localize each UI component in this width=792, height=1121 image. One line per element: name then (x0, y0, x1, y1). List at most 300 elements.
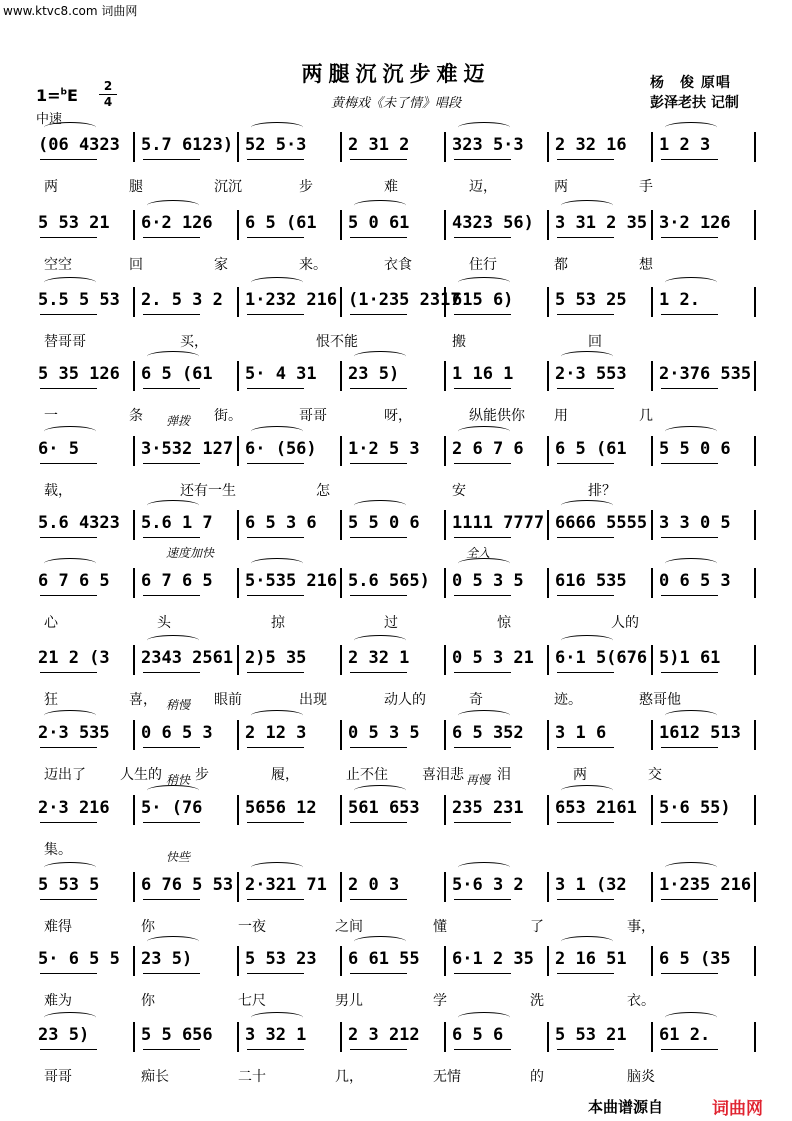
lyric-word: 七尺 (238, 993, 266, 1009)
lyric-word: 替哥哥 (44, 334, 86, 350)
notation-line (36, 795, 760, 821)
lyric-word: 怎 (316, 483, 330, 499)
measure-notes: 23 5) (38, 1025, 90, 1045)
slur-arc (147, 635, 199, 646)
beam-line (454, 159, 511, 160)
slur-arc (458, 710, 510, 721)
beam-line (143, 537, 200, 538)
beam-line (454, 388, 511, 389)
slur-arc (147, 351, 199, 362)
measure-notes: 1612 513 (659, 723, 741, 743)
performance-mark: 弹拨 (166, 414, 191, 428)
beam-line (454, 1049, 511, 1050)
measure-notes: 2·321 71 (245, 875, 327, 895)
notation-line (36, 210, 760, 236)
measure-notes: 5 53 21 (38, 213, 110, 233)
beam-line (350, 159, 407, 160)
lyric-word: 一夜 (238, 919, 266, 935)
measure-notes: 5.7 6123) (141, 135, 234, 155)
lyric-word: 条 (129, 408, 143, 424)
slur-arc (561, 635, 613, 646)
slur-arc (458, 122, 510, 133)
measure-notes: 5· 4 31 (245, 364, 317, 384)
lyric-word: 你 (141, 919, 155, 935)
lyric-word: 难为 (44, 993, 72, 1009)
lyric-word: 眼前 (214, 692, 242, 708)
measure-notes: 323 5·3 (452, 135, 524, 155)
slur-arc (44, 122, 96, 133)
lyric-word: 呀， (384, 408, 412, 424)
measure-notes: 5 53 5 (38, 875, 100, 895)
measure-notes: 5.6 565) (348, 571, 430, 591)
lyric-word: 一 (44, 408, 58, 424)
notation-line (36, 287, 760, 313)
slur-arc (458, 426, 510, 437)
slur-arc (147, 936, 199, 947)
lyric-word: 泪 (497, 767, 511, 783)
meter-top: 2 (103, 79, 113, 93)
beam-line (247, 237, 304, 238)
measure-notes: 6· (56) (245, 439, 317, 459)
measure-notes: 23 5) (348, 364, 400, 384)
measure-notes: 6 5 3 6 (245, 513, 317, 533)
lyric-word: 憨哥他 (639, 692, 681, 708)
beam-line (661, 822, 718, 823)
slur-arc (251, 862, 303, 873)
beam-line (247, 672, 304, 673)
slur-arc (665, 122, 717, 133)
beam-line (661, 973, 718, 974)
measure-notes: 2 0 3 (348, 875, 400, 895)
measure-notes: 3 1 (32 (555, 875, 627, 895)
lyric-word: 过 (384, 615, 398, 631)
beam-line (247, 388, 304, 389)
beam-line (557, 822, 614, 823)
lyric-word: 载， (44, 483, 72, 499)
measure-notes: 0 5 3 21 (452, 648, 534, 668)
beam-line (661, 537, 718, 538)
measure-notes: 615 6) (452, 290, 514, 310)
measure-notes: 2 16 51 (555, 949, 627, 969)
measure-notes: 6 5 (35 (659, 949, 731, 969)
slur-arc (354, 200, 406, 211)
lyric-word: 家 (214, 257, 228, 273)
beam-line (454, 537, 511, 538)
lyric-word: 你 (141, 993, 155, 1009)
tempo-marking: 中速 (36, 112, 63, 127)
beam-line (661, 595, 718, 596)
lyric-word: 排？ (588, 483, 616, 499)
measure-notes: 2 3 212 (348, 1025, 420, 1045)
measure-notes: 5· (76 (141, 798, 203, 818)
beam-line (350, 973, 407, 974)
lyric-word: 交 (648, 767, 662, 783)
beam-line (661, 463, 718, 464)
lyric-word: 都 (554, 257, 568, 273)
song-subtitle: 黄梅戏《未了情》唱段 (330, 96, 461, 111)
beam-line (143, 237, 200, 238)
beam-line (40, 672, 97, 673)
beam-line (454, 899, 511, 900)
measure-notes: 4323 56) (452, 213, 534, 233)
slur-arc (44, 426, 96, 437)
lyric-line (36, 689, 760, 707)
slur-arc (354, 500, 406, 511)
slur-arc (354, 351, 406, 362)
lyric-word: 动人的 (384, 692, 426, 708)
footer-source: 本曲谱源自 (588, 1098, 664, 1116)
slur-arc (251, 710, 303, 721)
slur-arc (251, 277, 303, 288)
beam-line (557, 899, 614, 900)
beam-line (454, 237, 511, 238)
lyric-word: 两 (554, 179, 568, 195)
measure-notes: 23 5) (141, 949, 193, 969)
beam-line (454, 973, 511, 974)
beam-line (350, 822, 407, 823)
measure-notes: 6 5 (61 (245, 213, 317, 233)
beam-line (40, 1049, 97, 1050)
measure-notes: 6 7 6 5 (38, 571, 110, 591)
measure-notes: 235 231 (452, 798, 524, 818)
lyric-word: 两 (44, 179, 58, 195)
beam-line (247, 537, 304, 538)
notation-line (36, 361, 760, 387)
measure-notes: 6·1 2 35 (452, 949, 534, 969)
beam-line (143, 595, 200, 596)
beam-line (454, 463, 511, 464)
lyric-word: 两 (573, 767, 587, 783)
beam-line (143, 747, 200, 748)
measure-notes: 6·1 5(676 (555, 648, 648, 668)
slur-arc (251, 1012, 303, 1023)
measure-notes: 5.5 5 53 (38, 290, 120, 310)
measure-notes: 5 53 21 (555, 1025, 627, 1045)
lyric-word: 衣。 (627, 993, 655, 1009)
lyric-word: 哥哥 (44, 1069, 72, 1085)
beam-line (247, 595, 304, 596)
beam-line (661, 388, 718, 389)
lyric-word: 回 (129, 257, 143, 273)
lyric-word: 男儿 (335, 993, 363, 1009)
lyric-word: 安 (452, 483, 466, 499)
notation-line (36, 132, 760, 158)
beam-line (557, 237, 614, 238)
lyric-line (36, 1066, 760, 1084)
lyric-word: 无情 (433, 1069, 461, 1085)
slur-arc (44, 862, 96, 873)
lyric-word: 集。 (44, 842, 72, 858)
footer-brand-logo[interactable]: 词曲网 (712, 1099, 763, 1119)
measure-notes: 1·235 216 (659, 875, 752, 895)
measure-notes: 5656 12 (245, 798, 317, 818)
measure-notes: 0 6 5 3 (141, 723, 213, 743)
beam-line (40, 159, 97, 160)
measure-notes: 5 53 25 (555, 290, 627, 310)
slur-arc (561, 785, 613, 796)
lyric-line (36, 839, 760, 857)
measure-notes: 2)5 35 (245, 648, 307, 668)
measure-notes: 2·3 553 (555, 364, 627, 384)
lyric-word: 惊 (497, 615, 511, 631)
lyric-word: 难 (384, 179, 398, 195)
slur-arc (665, 426, 717, 437)
measure-notes: 5·535 216 (245, 571, 338, 591)
beam-line (557, 537, 614, 538)
measure-notes: (1·235 2317 (348, 290, 461, 310)
slur-arc (44, 558, 96, 569)
beam-line (40, 463, 97, 464)
performance-mark: 快些 (166, 850, 191, 864)
lyric-word: 几， (335, 1069, 363, 1085)
notation-line (36, 720, 760, 746)
measure-notes: 5.6 4323 (38, 513, 120, 533)
measure-notes: 6 5 352 (452, 723, 524, 743)
lyric-line (36, 612, 760, 630)
slur-arc (44, 710, 96, 721)
lyric-word: 步 (299, 179, 313, 195)
beam-line (350, 595, 407, 596)
credit-transcriber: 彭泽老扶 记制 (650, 95, 739, 111)
beam-line (557, 314, 614, 315)
beam-line (557, 595, 614, 596)
beam-line (557, 747, 614, 748)
lyric-word: 恨不能 (316, 334, 358, 350)
measure-notes: 1 2. (659, 290, 700, 310)
key-prefix: 1= (36, 86, 61, 105)
measure-notes: 3 32 1 (245, 1025, 307, 1045)
measure-notes: 2 12 3 (245, 723, 307, 743)
beam-line (557, 463, 614, 464)
measure-notes: 3·2 126 (659, 213, 731, 233)
measure-notes: 6 61 55 (348, 949, 420, 969)
lyric-word: 出现 (299, 692, 327, 708)
lyric-word: 的 (530, 1069, 544, 1085)
lyric-word: 懂 (433, 919, 447, 935)
measure-notes: 3 31 2 35 (555, 213, 648, 233)
key-note: E (67, 86, 78, 105)
slur-arc (561, 936, 613, 947)
measure-notes: 6 7 6 5 (141, 571, 213, 591)
measure-notes: 2·3 535 (38, 723, 110, 743)
performance-mark: 再慢 (466, 773, 491, 787)
lyric-line (36, 254, 760, 272)
site-header[interactable]: www.ktvc8.com 词曲网 (3, 4, 138, 18)
measure-notes: 1 2 3 (659, 135, 711, 155)
measure-notes: 2·3 216 (38, 798, 110, 818)
slur-arc (251, 426, 303, 437)
beam-line (661, 314, 718, 315)
beam-line (40, 899, 97, 900)
measure-notes: 1·232 216 (245, 290, 338, 310)
slur-arc (458, 1012, 510, 1023)
beam-line (143, 159, 200, 160)
slur-arc (251, 122, 303, 133)
measure-notes: 52 5·3 (245, 135, 307, 155)
lyric-word: 还有一生 (180, 483, 236, 499)
measure-notes: 5 53 23 (245, 949, 317, 969)
slur-arc (665, 710, 717, 721)
lyric-word: 步 (195, 767, 209, 783)
lyric-word: 腿 (129, 179, 143, 195)
lyric-word: 迈， (469, 179, 497, 195)
time-signature (99, 80, 117, 109)
beam-line (143, 314, 200, 315)
slur-arc (354, 936, 406, 947)
lyric-line (36, 480, 760, 498)
beam-line (143, 672, 200, 673)
beam-line (661, 747, 718, 748)
measure-notes: 5 0 61 (348, 213, 410, 233)
measure-notes: 5 5 0 6 (659, 439, 731, 459)
slur-arc (665, 1012, 717, 1023)
measure-notes: 5 35 126 (38, 364, 120, 384)
lyric-line (36, 990, 760, 1008)
beam-line (40, 747, 97, 748)
slur-arc (354, 635, 406, 646)
slur-arc (458, 862, 510, 873)
slur-arc (665, 558, 717, 569)
lyric-word: 头 (157, 615, 171, 631)
measure-notes: 5)1 61 (659, 648, 721, 668)
measure-notes: 2 31 2 (348, 135, 410, 155)
slur-arc (561, 500, 613, 511)
lyric-word: 二十 (238, 1069, 266, 1085)
slur-arc (251, 558, 303, 569)
lyric-word: 搬 (452, 334, 466, 350)
slur-arc (665, 277, 717, 288)
beam-line (40, 237, 97, 238)
beam-line (247, 314, 304, 315)
measure-notes: 61 2. (659, 1025, 711, 1045)
beam-line (350, 1049, 407, 1050)
beam-line (40, 595, 97, 596)
performance-mark: 稍慢 (166, 698, 191, 712)
lyric-word: 想 (639, 257, 653, 273)
slur-arc (458, 277, 510, 288)
performance-mark: 速度加快 (166, 546, 215, 560)
slur-arc (44, 277, 96, 288)
beam-line (350, 314, 407, 315)
beam-line (143, 899, 200, 900)
measure-notes: 5 5 0 6 (348, 513, 420, 533)
beam-line (350, 237, 407, 238)
lyric-word: 之间 (335, 919, 363, 935)
slur-arc (44, 1012, 96, 1023)
lyric-word: 学 (433, 993, 447, 1009)
lyric-word: 人的 (611, 615, 639, 631)
beam-line (661, 672, 718, 673)
beam-line (557, 159, 614, 160)
beam-line (247, 973, 304, 974)
measure-notes: 3·532 127 (141, 439, 234, 459)
measure-notes: 616 535 (555, 571, 627, 591)
beam-line (350, 899, 407, 900)
measure-notes: 6666 5555 (555, 513, 648, 533)
lyric-word: 狂 (44, 692, 58, 708)
measure-notes: 1·2 5 3 (348, 439, 420, 459)
lyric-word: 空空 (44, 257, 72, 273)
measure-notes: 1 16 1 (452, 364, 514, 384)
notation-line (36, 872, 760, 898)
lyric-word: 衣食 (384, 257, 412, 273)
lyric-word: 喜泪悲 (422, 767, 464, 783)
measure-notes: 5·6 55) (659, 798, 731, 818)
slur-arc (354, 785, 406, 796)
lyric-word: 来。 (299, 257, 327, 273)
notation-line (36, 1022, 760, 1048)
beam-line (350, 747, 407, 748)
lyric-word: 几 (639, 408, 653, 424)
lyric-word: 难得 (44, 919, 72, 935)
beam-line (40, 822, 97, 823)
beam-line (350, 672, 407, 673)
lyric-word: 迈出了 (44, 767, 86, 783)
beam-line (247, 822, 304, 823)
beam-line (350, 388, 407, 389)
lyric-word: 痴长 (141, 1069, 169, 1085)
lyric-word: 掠 (271, 615, 285, 631)
beam-line (557, 973, 614, 974)
lyric-word: 街。 (214, 408, 242, 424)
measure-notes: (06 4323 (38, 135, 120, 155)
lyric-line (36, 764, 760, 782)
beam-line (557, 1049, 614, 1050)
beam-line (454, 595, 511, 596)
beam-line (143, 822, 200, 823)
beam-line (40, 537, 97, 538)
beam-line (143, 388, 200, 389)
lyric-word: 迹。 (554, 692, 582, 708)
measure-notes: 2 6 7 6 (452, 439, 524, 459)
measure-notes: 2 32 1 (348, 648, 410, 668)
lyric-word: 人生的 (120, 767, 162, 783)
beam-line (454, 822, 511, 823)
lyric-word: 回 (588, 334, 602, 350)
beam-line (454, 314, 511, 315)
lyric-word: 用 (554, 408, 568, 424)
performance-mark: 稍快 (166, 773, 191, 787)
measure-notes: 653 2161 (555, 798, 637, 818)
measure-notes: 5· 6 5 5 (38, 949, 120, 969)
credit-singer: 杨 俊 原唱 (650, 75, 731, 91)
lyric-line (36, 331, 760, 349)
measure-notes: 2. 5 3 2 (141, 290, 223, 310)
measure-notes: 0 6 5 3 (659, 571, 731, 591)
slur-arc (561, 351, 613, 362)
notation-line (36, 436, 760, 462)
beam-line (661, 237, 718, 238)
key-signature (36, 86, 78, 105)
measure-notes: 6 76 5 53 (141, 875, 234, 895)
measure-notes: 0 5 3 5 (452, 571, 524, 591)
beam-line (247, 1049, 304, 1050)
beam-line (247, 159, 304, 160)
lyric-line (36, 176, 760, 194)
measure-notes: 2 32 16 (555, 135, 627, 155)
lyric-word: 住行 (469, 257, 497, 273)
measure-notes: 6 5 (61 (555, 439, 627, 459)
beam-line (143, 973, 200, 974)
lyric-word: 脑炎 (627, 1069, 655, 1085)
beam-line (247, 747, 304, 748)
beam-line (454, 672, 511, 673)
notation-line (36, 946, 760, 972)
lyric-word: 心 (44, 615, 58, 631)
beam-line (350, 537, 407, 538)
beam-line (40, 314, 97, 315)
song-title: 两腿沉沉步难迈 (301, 61, 491, 86)
